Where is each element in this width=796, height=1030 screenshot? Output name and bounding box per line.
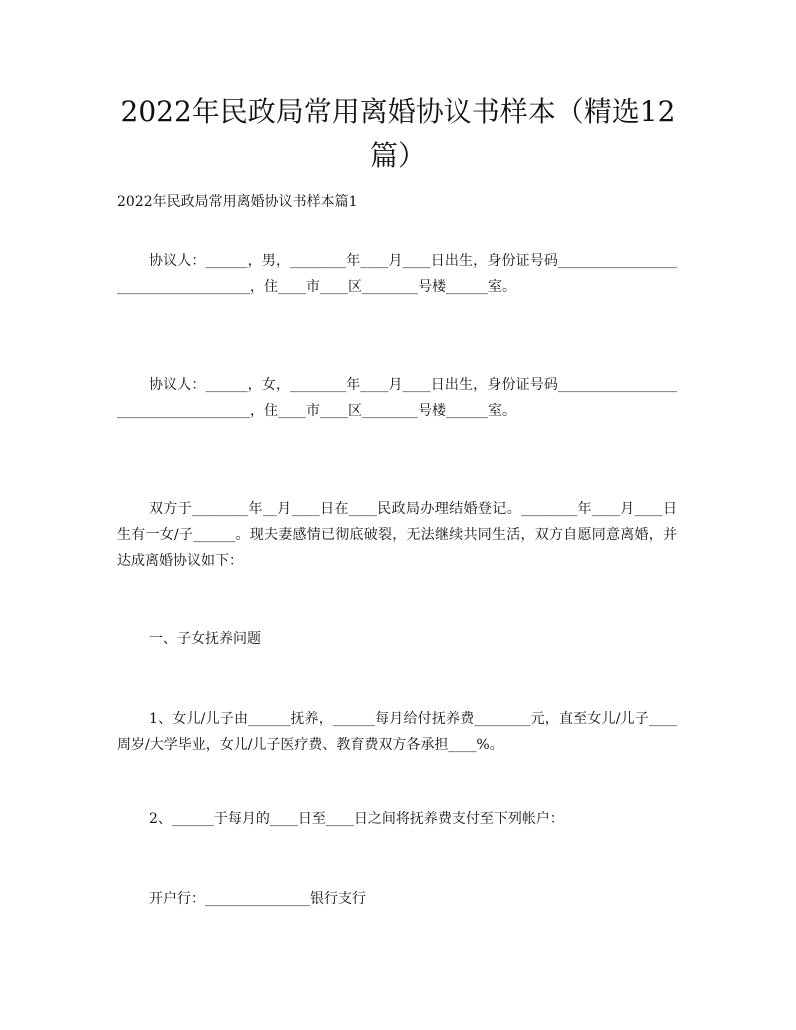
paragraph-party-female: 协议人：______，女，________年____月____日出生，身份证号码____________________________________，住____市____区________号楼______室。 xyxy=(117,377,677,419)
paragraph-child-support-2: 2、______于每月的____日至____日之间将抚养费支付至下列帐户： xyxy=(149,811,564,827)
paragraph-marriage-registration: 双方于________年__月____日在____民政局办理结婚登记。________年____月____日生有一女/子______。现夫妻感情已彻底破裂，无法继续共同生活，双方自愿同意离婚，并达成离婚协议如下： xyxy=(117,501,677,569)
section-heading: 2022年民政局常用离婚协议书样本篇1 xyxy=(117,194,358,210)
paragraph-party-male: 协议人：______，男，________年____月____日出生，身份证号码____________________________________，住____市____区________号楼______室。 xyxy=(117,253,677,295)
document-title: 2022年民政局常用离婚协议书样本（精选12篇） xyxy=(120,95,676,172)
paragraph-child-support-1: 1、女儿/儿子由______抚养，______每月给付抚养费________元，直至女儿/儿子____周岁/大学毕业，女儿/儿子医疗费、教育费双方各承担____%。 xyxy=(117,711,677,753)
paragraph-bank-account: 开户行：_______________银行支行 xyxy=(149,891,366,907)
paragraph-child-custody-heading: 一、子女抚养问题 xyxy=(149,631,261,647)
